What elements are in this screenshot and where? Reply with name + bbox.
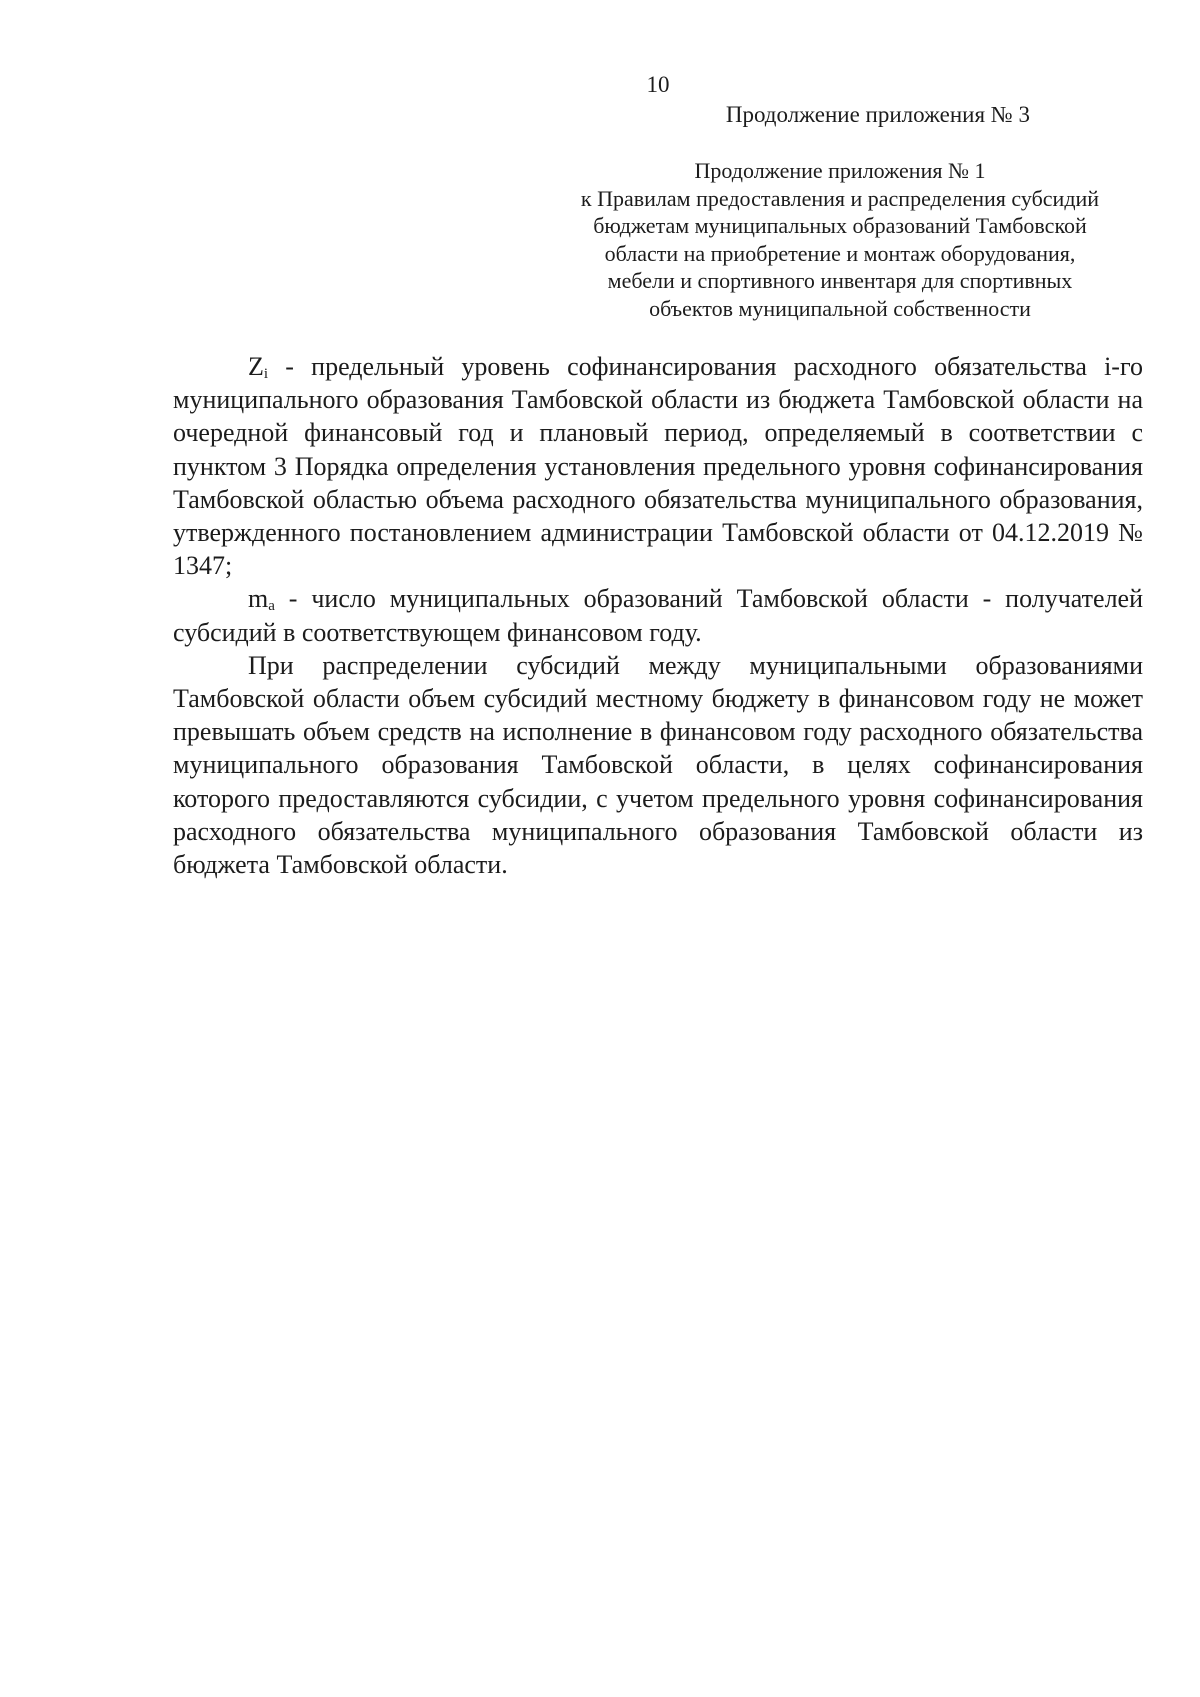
rules-header-block <box>540 157 1140 323</box>
variable-subscript: a <box>268 598 275 615</box>
paragraph-text: - число муниципальных образований Тамбовской области - получателей субсидий в соответствующем финансовом году. <box>173 584 1143 647</box>
rules-header-line: объектов муниципальной собственности <box>649 295 1031 321</box>
rules-header-line: бюджетам муниципальных образований Тамбовской <box>593 213 1087 239</box>
paragraph-distribution: При распределении субсидий между муниципальными образованиями Тамбовской области объем субсидий местному бюджету в финансовом году не может превышать объем средств на исполнение в финансовом году расходного обязательства муниципального образования Тамбовской области, в целях софинансирования которого предоставляются субсидии, с учетом предельного уровня софинансирования расходного обязательства муниципального образования Тамбовской области из бюджета Тамбовской области. <box>173 650 1143 880</box>
paragraph-zi-definition <box>173 350 1143 582</box>
rules-header-line: области на приобретение и монтаж оборудования, <box>604 240 1076 266</box>
body-text <box>173 350 1143 881</box>
rules-header-line: Продолжение приложения № 1 <box>694 158 986 183</box>
rules-header-line: мебели и спортивного инвентаря для спортивных <box>607 268 1073 294</box>
variable-subscript: i <box>263 366 269 382</box>
appendix-continuation-label: Продолжение приложения № 3 <box>725 102 1030 127</box>
paragraph-text: - предельный уровень софинансирования расходного обязательства i-го муниципального образования Тамбовской области из бюджета Тамбовской области на очередной финансовый год и плановый период, определяемый в соответствии с пунктом 3 Порядка определения установления предельного уровня софинансирования Тамбовской областью объема расходного обязательства муниципального образования, утвержденного постановлением администрации Тамбовской области от 04.12.2019 № 1347; <box>173 352 1143 581</box>
rules-header-line: к Правилам предоставления и распределения субсидий <box>580 185 1100 211</box>
variable-symbol: Z <box>248 352 264 381</box>
variable-symbol: m <box>248 584 269 614</box>
paragraph-ma-definition <box>173 582 1143 648</box>
page-number: 10 <box>646 72 670 97</box>
